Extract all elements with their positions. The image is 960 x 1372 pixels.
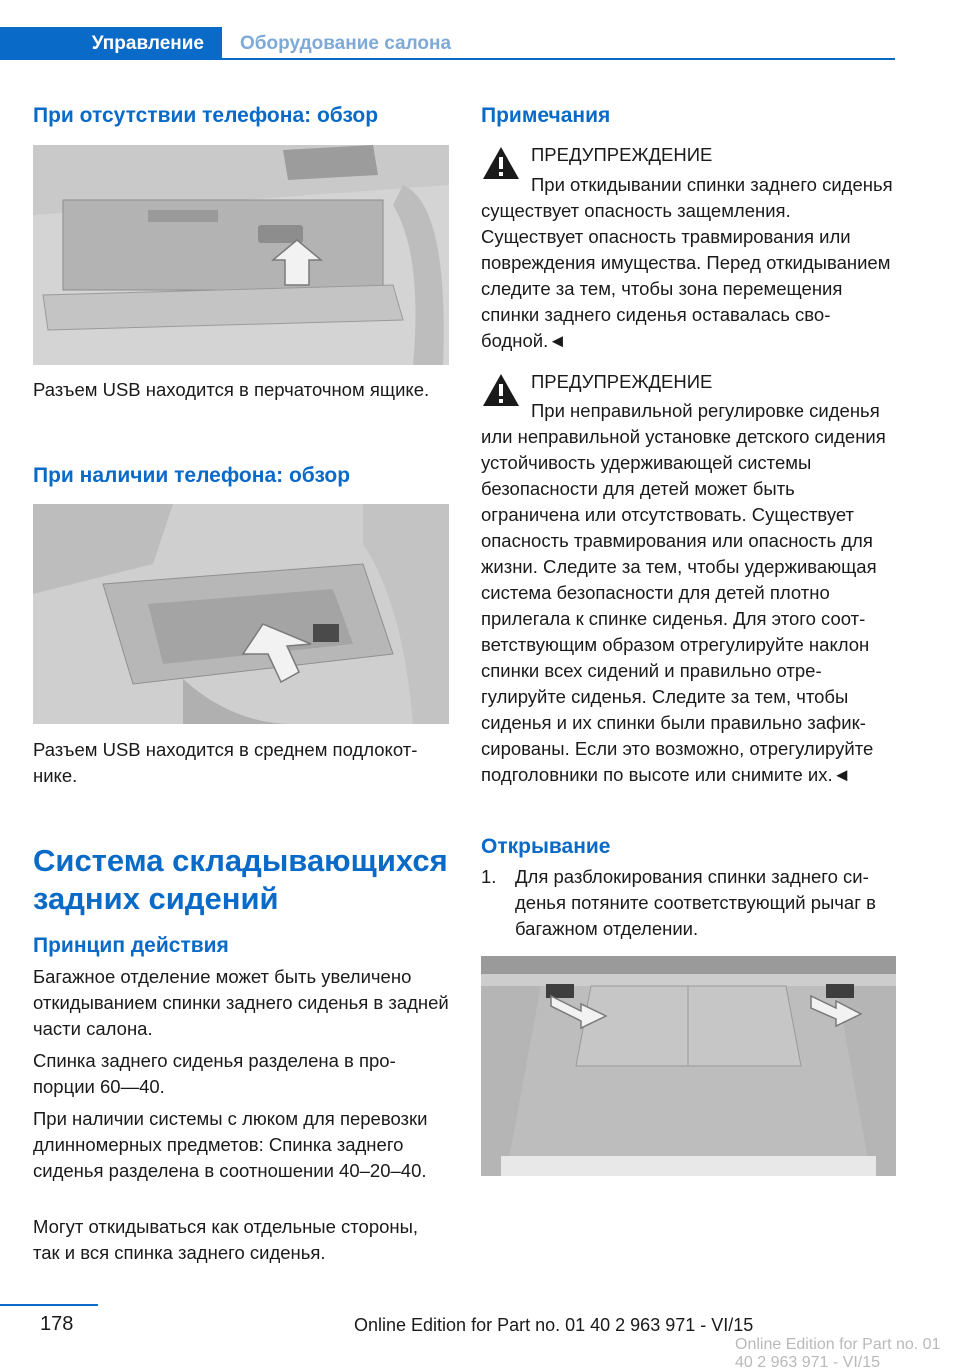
section-title-with-phone: При наличии телефона: обзор <box>33 464 351 487</box>
paragraph-3: При наличии системы с люком для перевозки длинномерных предметов: Спинка заднего сиденья разделена в соотношении 40–20–40. <box>33 1108 428 1181</box>
paragraph-1: Багажное отделение может быть увеличено откидыванием спинки заднего сиденья в задней части салона. <box>33 966 449 1039</box>
header-divider <box>222 58 895 60</box>
step-number: 1. <box>481 866 497 887</box>
watermark: Online Edition for Part no. 01 40 2 963 971 - VI/15 <box>735 1336 941 1371</box>
chapter-title: Система складывающихся задних сидений <box>33 843 448 916</box>
tab-controls[interactable]: Управление <box>0 27 222 60</box>
tab-interior-equipment[interactable]: Оборудование салона <box>240 32 452 54</box>
opening-title: Открывание <box>481 835 611 858</box>
notes-title: Примечания <box>481 104 611 127</box>
warning-2-title: ПРЕДУПРЕЖДЕНИЕ <box>531 371 713 392</box>
paragraph-2: Спинка заднего сиденья разделена в пропорции 60—40. <box>33 1050 396 1097</box>
principle-title: Принцип действия <box>33 934 229 957</box>
header-tabbar <box>0 27 895 63</box>
glovebox-caption: Разъем USB находится в перчаточном ящике. <box>33 379 430 400</box>
warning-1-text: При откидывании спинки заднего сиденья существует опасность защемления. Существует опасность травмирования или повреждения имущества. Перед откидыванием следите за тем, чтобы зона перемещения спинки заднего сиденья оставалась свободной.◄ <box>481 174 893 351</box>
page-number: 178 <box>40 1313 74 1335</box>
paragraph-4: Могут откидываться как отдельные стороны, так и вся спинка заднего сиденья. <box>33 1216 419 1263</box>
trunk-photo <box>481 956 896 1176</box>
step-1-text: Для разблокирования спинки заднего сиденья потяните соответствующий рычаг в багажном отделении. <box>515 866 876 939</box>
edition-label: Online Edition for Part no. 01 40 2 963 971 - VI/15 <box>354 1315 754 1335</box>
glovebox-photo <box>33 145 449 365</box>
warning-1-title: ПРЕДУПРЕЖДЕНИЕ <box>531 144 713 165</box>
footer-divider <box>0 1304 98 1306</box>
armrest-photo <box>33 504 449 724</box>
warning-2-text: При неправильной регулировке сиденья или неправильной установке детского сидения устойчивость удерживающей системы безопасности для детей может быть ограничена или отсутствовать. Существует опасность травмирования или опасность для жизни. Следите за тем, чтобы удерживающая система безопасности для детей плотно прилегала к спинке сиденья. Для этого соответствующим образом отрегулируйте наклон спинки всех сидений и правильно отрегулируйте сиденья. Следите за тем, чтобы сиденья и их спинки были правильно зафиксированы. Если это возможно, отрегулируйте подголовники по высоте или снимите их.◄ <box>481 400 886 785</box>
section-title-no-phone: При отсутствии телефона: обзор <box>33 104 379 127</box>
armrest-caption: Разъем USB находится в среднем подлокотнике. <box>33 739 418 786</box>
